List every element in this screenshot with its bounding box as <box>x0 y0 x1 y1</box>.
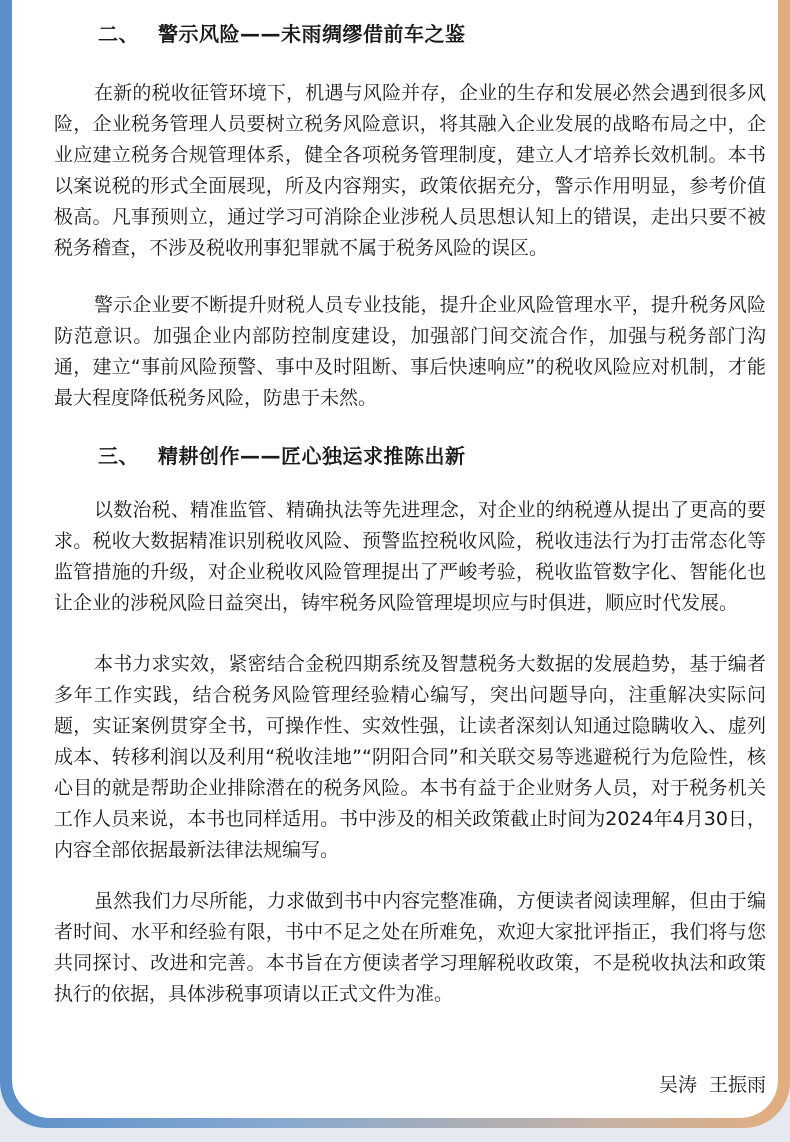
section-2-heading <box>98 18 466 47</box>
section-2-paragraph-2: 警示企业要不断提升财税人员专业技能，提升企业风险管理水平，提升税务风险防范意识。加强企业内部防控制度建设，加强部门间交流合作，加强与税务部门沟通，建立“事前风险预警、事中及时阻断、事后快速响应”的税收风险应对机制，才能最大程度降低税务风险，防患于未然。 <box>54 294 766 409</box>
section-3-title: 精耕创作——匠心独运求推陈出新 <box>158 444 466 468</box>
content-card <box>12 0 778 1118</box>
section-2-number: 二、 <box>98 22 139 46</box>
author-name: 吴涛 <box>658 1074 697 1096</box>
author-signature <box>659 1070 766 1097</box>
section-2-title: 警示风险——未雨绸缪借前车之鉴 <box>158 22 466 46</box>
section-3-paragraph-2: 本书力求实效，紧密结合金税四期系统及智慧税务大数据的发展趋势，基于编者多年工作实践，结合税务风险管理经验精心编写，突出问题导向，注重解决实际问题，实证案例贯穿全书，可操作性、实效性强，让读者深刻认知通过隐瞒收入、虚列成本、转移利润以及利用“税收洼地”“阴阳合同”和关联交易等逃避税行为危险性，核心目的就是帮助企业排除潜在的税务风险。本书有益于企业财务人员，对于税务机关工作人员来说，本书也同样适用。书中涉及的相关政策截止时间为2024年4月30日，内容全部依据最新法律法规编写。 <box>54 653 766 861</box>
section-3-paragraph-3: 虽然我们力尽所能，力求做到书中内容完整准确，方便读者阅读理解，但由于编者时间、水平和经验有限，书中不足之处在所难免，欢迎大家批评指正，我们将与您共同探讨、改进和完善。本书旨在方便读者学习理解税收政策，不是税收执法和政策执行的依据，具体涉税事项请以正式文件为准。 <box>54 890 766 1005</box>
author-name: 王振雨 <box>708 1074 766 1096</box>
section-3-paragraph-1: 以数治税、精准监管、精确执法等先进理念，对企业的纳税遵从提出了更高的要求。税收大数据精准识别税收风险、预警监控税收风险，税收违法行为打击常态化等监管措施的升级，对企业税收风险管理提出了严峻考验，税收监管数字化、智能化也让企业的涉税风险日益突出，铸牢税务风险管理堤坝应与时俱进，顺应时代发展。 <box>54 499 766 614</box>
section-3-heading <box>98 440 466 469</box>
section-3-number: 三、 <box>98 444 139 468</box>
section-2-paragraph-1: 在新的税收征管环境下，机遇与风险并存，企业的生存和发展必然会遇到很多风险，企业税务管理人员要树立税务风险意识，将其融入企业发展的战略布局之中，企业应建立税务合规管理体系，健全各项税务管理制度，建立人才培养长效机制。本书以案说税的形式全面展现，所及内容翔实，政策依据充分，警示作用明显，参考价值极高。凡事预则立，通过学习可消除企业涉税人员思想认知上的错误，走出只要不被税务稽查，不涉及税收刑事犯罪就不属于税务风险的误区。 <box>54 82 766 259</box>
